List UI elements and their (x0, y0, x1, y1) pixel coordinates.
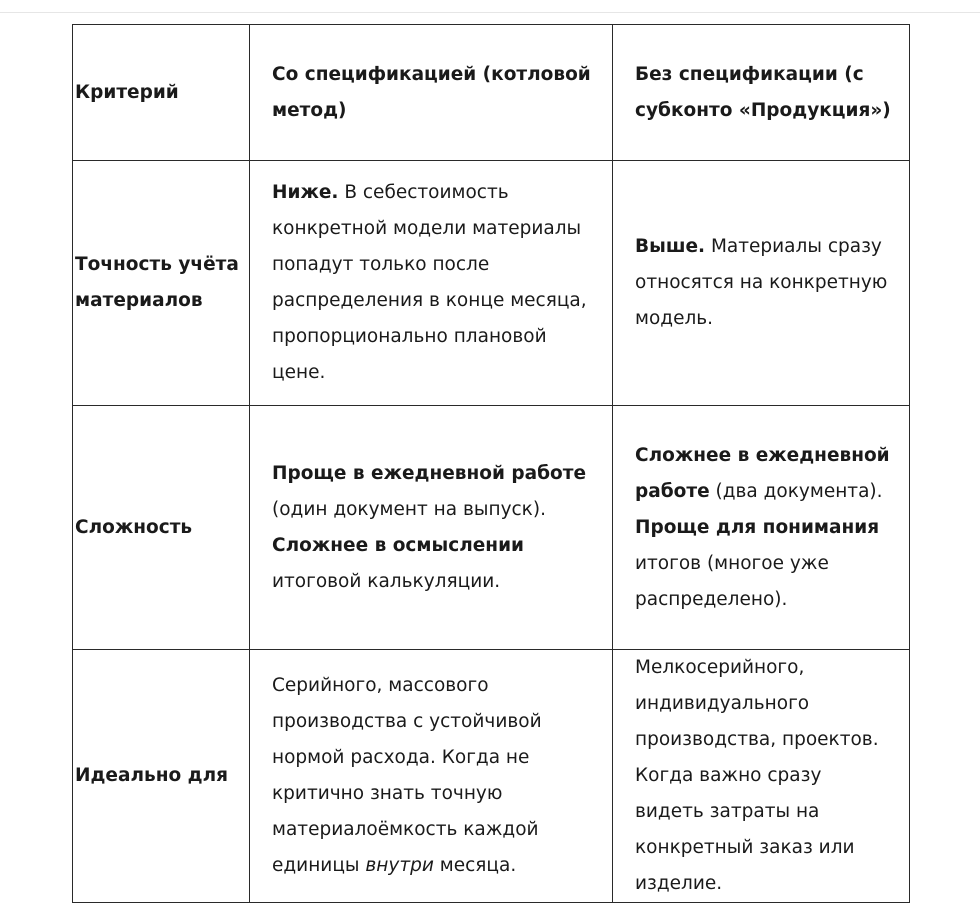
without-spec-cell (613, 161, 910, 406)
cell-segment: В себестоимость конкретной модели материалы попадут только после распределения в конце месяца, пропорционально плановой цене. (272, 182, 587, 383)
criterion-cell (73, 650, 250, 903)
criterion-cell (73, 161, 250, 406)
cell-segment: Материалы сразу относятся на конкретную модель. (635, 236, 888, 329)
cell-segment: Проще для понимания (635, 516, 880, 538)
comparison-table (72, 24, 910, 903)
header-criterion (73, 25, 250, 161)
cell-segment: Ниже. (272, 182, 339, 203)
cell-segment: Выше. (635, 236, 706, 257)
cell-segment: внутри (365, 855, 434, 876)
cell-segment: Серийного, массового производства с устойчивой нормой расхода. Когда не критично знать точную материалоёмкость каждой единицы (272, 675, 542, 876)
header-without-spec (613, 25, 910, 161)
with-spec-cell (250, 406, 613, 650)
header-with-spec-text: Со спецификацией (котловой метод) (272, 63, 591, 121)
with-spec-cell (250, 161, 613, 406)
cell-segment: Сложнее в осмыслении (272, 534, 525, 556)
cell-segment: Проще в ежедневной работе (272, 462, 587, 484)
top-divider (0, 12, 980, 13)
criterion-label: Точность учёта материалов (75, 254, 239, 311)
without-spec-cell (613, 406, 910, 650)
table-row (73, 406, 910, 650)
cell-segment: (один документ на выпуск). (272, 498, 546, 520)
criterion-label: Идеально для (75, 765, 229, 786)
table-row (73, 161, 910, 406)
criterion-label: Сложность (75, 516, 193, 538)
header-row (73, 25, 910, 161)
cell-segment: Мелкосерийного, индивидуального производства, проектов. Когда важно сразу видеть затраты на конкретный заказ или изделие. (635, 657, 879, 894)
cell-segment: Сложнее в ежедневной работе (635, 444, 890, 502)
cell-segment: (два документа). (709, 480, 883, 502)
without-spec-cell (613, 650, 910, 903)
header-criterion-text: Критерий (75, 81, 179, 103)
cell-segment: итогов (многое уже распределено). (635, 552, 829, 610)
header-with-spec (250, 25, 613, 161)
criterion-cell (73, 406, 250, 650)
with-spec-cell (250, 650, 613, 903)
header-without-spec-text: Без спецификации (с субконто «Продукция») (635, 63, 891, 121)
table-row (73, 650, 910, 903)
cell-segment: итоговой калькуляции. (272, 570, 501, 592)
cell-segment: месяца. (433, 855, 517, 876)
